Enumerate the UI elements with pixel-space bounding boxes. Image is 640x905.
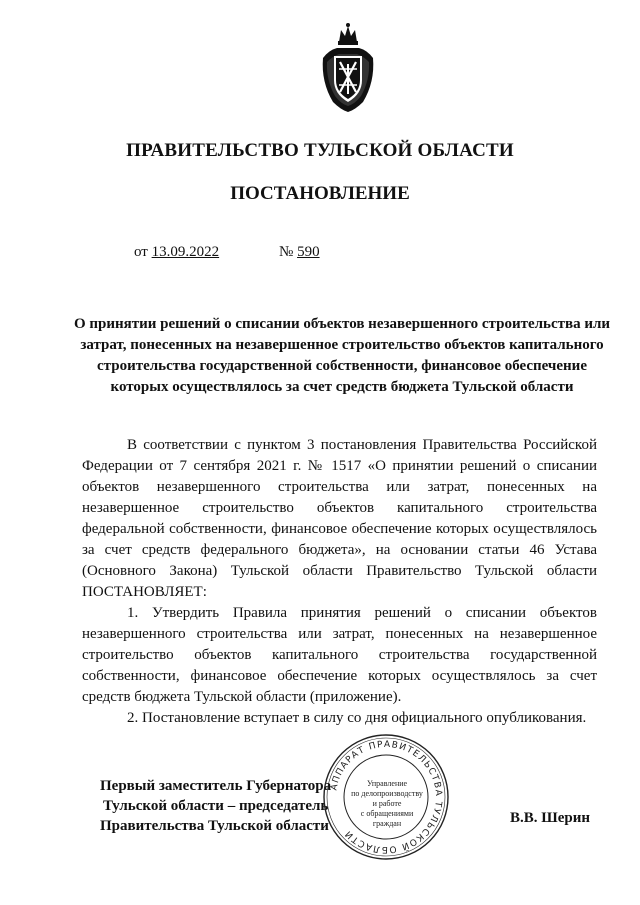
document-type-title: ПОСТАНОВЛЕНИЕ (230, 183, 410, 204)
item-2-paragraph: 2. Постановление вступает в силу со дня официального опубликования. (127, 710, 587, 726)
signatory-title (100, 776, 331, 836)
stamp-line-2: по делопроизводству (351, 789, 423, 798)
item-1-paragraph: 1. Утвердить Правила принятия решений о списании объектов незавершенного строительства или затрат, понесенных на незавершенное строительство объектов капитального строительства государственной собственности, финансовое обеспечение которых осуществлялось за счет средств бюджета Тульской области (приложение). (82, 605, 597, 705)
stamp-line-1: Управление (366, 779, 408, 788)
stamp-line-3: и работе (372, 799, 402, 808)
number-prefix: № (279, 244, 294, 260)
preamble-paragraph: В соответствии с пунктом 3 постановления Правительства Российской Федерации от 7 сентября 2021 г. № 1517 «О принятии решений о списании объектов незавершенного строительства или затрат, понесенных на незавершенное строительство объектов капитального строительства федеральной собственности, финансовое обеспечение которых осуществлялось за счет средств федерального бюджета», на основании статьи 46 Устава (Основного Закона) Тульской области Правительство Тульской области ПОСТАНОВЛЯЕТ: (82, 437, 597, 600)
signatory-line-2: Тульской области – председатель (103, 798, 329, 814)
document-date (134, 244, 219, 261)
stamp-line-5: граждан (372, 819, 402, 828)
signatory-name: В.В. Шерин (510, 810, 591, 826)
signatory-line-1: Первый заместитель Губернатора (100, 778, 332, 794)
stamp-ring-text: АППАРАТ ПРАВИТЕЛЬСТВА ТУЛЬСКОЙ ОБЛАСТИ (329, 739, 444, 855)
document-number (279, 244, 320, 261)
stamp-line-4: с обращениями (360, 809, 414, 818)
government-title: ПРАВИТЕЛЬСТВО ТУЛЬСКОЙ ОБЛАСТИ (126, 140, 514, 161)
date-value: 13.09.2022 (151, 244, 220, 260)
coat-of-arms-icon (317, 22, 379, 114)
number-value: 590 (297, 244, 320, 260)
document-body (82, 435, 597, 729)
date-prefix: от (134, 244, 148, 260)
signatory-line-3: Правительства Тульской области (100, 818, 329, 834)
document-subject: О принятии решений о списании объектов незавершенного строительства или затрат, понесенных на незавершенное строительство объектов капитального строительства государственной собственности, финансовое обеспечение которых осуществлялось за счет средств бюджета Тульской области (73, 316, 611, 395)
stamp-center-text (344, 779, 430, 829)
